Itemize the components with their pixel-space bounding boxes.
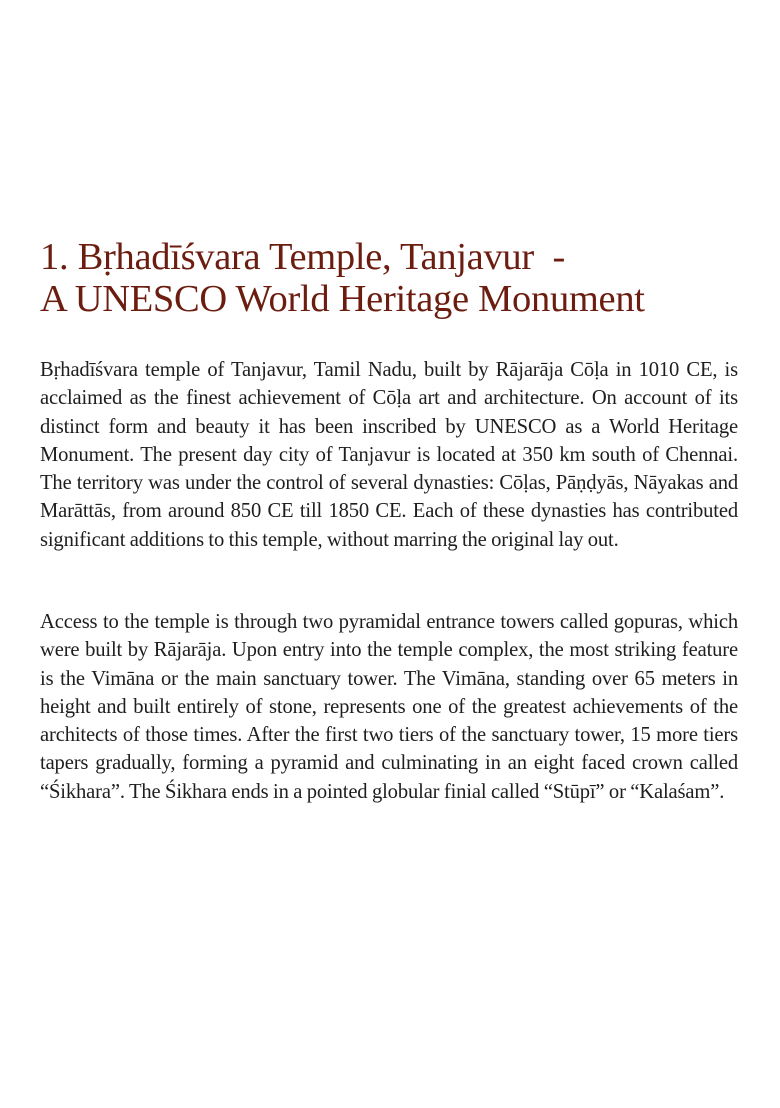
page-title	[40, 236, 760, 320]
paragraph-architecture: Access to the temple is through two pyramidal entrance towers called gopuras, which were built by Rājarāja. Upon entry into the temple complex, the most striking feature is the Vimāna or the main sanctuary tower. The Vimāna, standing over 65 meters in height and built entirely of stone, represents one of the greatest achievements of the architects of those times. After the first two tiers of the sanctuary tower, 15 more tiers tapers gradually, forming a pyramid and culminating in an eight faced crown called “Śikhara”. The Śikhara ends in a pointed globular finial called “Stūpī” or “Kalaśam”.	[40, 611, 738, 803]
paragraph-introduction: Bṛhadīśvara temple of Tanjavur, Tamil Nadu, built by Rājarāja Cōḷa in 1010 CE, is acclaimed as the finest achievement of Cōḷa art and architecture. On account of its distinct form and beauty it has been inscribed by UNESCO as a World Heritage Monument. The present day city of Tanjavur is located at 350 km south of Chennai. The territory was under the control of several dynasties: Cōḷas, Pāṇḍyās, Nāyakas and Marāttās, from around 850 CE till 1850 CE. Each of these dynasties has contributed significant additions to this temple, without marring the original lay out.	[40, 359, 738, 551]
title-line-1: 1. Bṛhadīśvara Temple, Tanjavur -	[40, 236, 566, 278]
title-line-2: A UNESCO World Heritage Monument	[40, 278, 645, 320]
